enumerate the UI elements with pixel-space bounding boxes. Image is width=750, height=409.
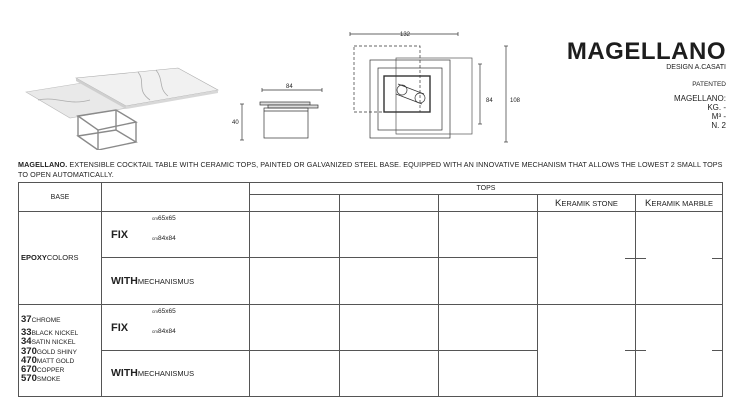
- epoxy-bold: EPOXY: [21, 253, 47, 263]
- size-small: [152, 308, 176, 315]
- fix-cell-epoxy: [102, 212, 250, 258]
- fix-label: FIX: [111, 321, 129, 334]
- tops-header: TOPS: [250, 183, 723, 195]
- dash-mark: [625, 350, 635, 351]
- keramik-marble-cell: [636, 304, 723, 396]
- price-cell: [439, 258, 538, 304]
- plan-depth-max-label: 108: [510, 98, 521, 104]
- tops-col-1: [250, 195, 340, 212]
- dash-mark: [636, 350, 646, 351]
- plan-depth-label: 84: [486, 98, 493, 104]
- fix-label: FIX: [111, 229, 129, 242]
- finish-name: BLACK NICKEL: [31, 330, 79, 338]
- with-rest: MECHANISMUS: [137, 276, 195, 286]
- spec-line: MAGELLANO:: [673, 94, 726, 103]
- price-cell: [340, 304, 439, 350]
- product-name: MAGELLANO: [566, 38, 726, 65]
- size-unit: cm: [152, 308, 158, 314]
- header-spacer: [102, 183, 250, 212]
- with-rest: MECHANISMUS: [137, 369, 195, 379]
- finish-name: CHROME: [31, 317, 61, 325]
- dash-mark: [712, 258, 722, 259]
- size-small: [152, 215, 176, 222]
- base-header: BASE: [19, 183, 102, 212]
- product-photo: [18, 60, 228, 150]
- spec-line: N. 2: [711, 121, 726, 130]
- price-cell: [250, 258, 340, 304]
- keramik-marble-rest: ERAMIK MARBLE: [651, 198, 714, 208]
- keramik-marble-cell: [636, 212, 723, 304]
- keramik-stone-cell: [538, 212, 636, 304]
- epoxy-base-cell: [19, 212, 102, 304]
- price-cell: [250, 304, 340, 350]
- size-unit: cm: [152, 236, 158, 242]
- finish-item: [21, 329, 101, 338]
- finish-list-cell: [19, 304, 102, 396]
- keramik-stone-rest: ERAMIK STONE: [561, 198, 618, 208]
- with-mechanism-cell-metal: [102, 350, 250, 396]
- spec-block: [567, 94, 726, 130]
- finish-item: [21, 316, 101, 325]
- finish-name: GOLD SHINY: [36, 349, 77, 357]
- with-bold: WITH: [111, 274, 138, 287]
- finish-code: 370: [21, 346, 37, 358]
- finish-item: [21, 375, 101, 384]
- price-cell: [439, 212, 538, 258]
- spec-line: M³ -: [711, 112, 726, 121]
- fix-cell-metal: [102, 304, 250, 350]
- size-value: 65x65: [158, 215, 176, 223]
- keramik-stone-header: [538, 195, 636, 212]
- keramik-stone-cell: [538, 304, 636, 396]
- epoxy-rest: COLORS: [46, 253, 79, 263]
- dash-mark: [636, 258, 646, 259]
- keramik-stone-initial: K: [555, 197, 562, 209]
- side-elevation-drawing: [228, 78, 328, 148]
- price-cell: [439, 304, 538, 350]
- configuration-table: [18, 182, 723, 397]
- dash-mark: [712, 350, 722, 351]
- size-unit: cm: [152, 328, 158, 334]
- size-large: [152, 235, 176, 242]
- plan-width-label: 132: [400, 32, 411, 38]
- size-large: [152, 328, 176, 335]
- spec-line: KG. -: [707, 103, 726, 112]
- price-cell: [439, 350, 538, 396]
- product-description: [18, 160, 730, 180]
- finish-code: 470: [21, 355, 37, 367]
- description-text: EXTENSIBLE COCKTAIL TABLE WITH CERAMIC TOPS, PAINTED OR GALVANIZED STEEL BASE. EQUIPPED WITH AN INNOVATIVE MECHANISM THAT ALLOWS THE LOWEST 2 SMALL TOPS TO OPEN AUTOMATICALLY.: [18, 160, 723, 179]
- description-lead: MAGELLANO.: [18, 160, 68, 169]
- finish-code: 570: [21, 373, 37, 385]
- title-block: [567, 40, 726, 130]
- finish-name: SMOKE: [36, 376, 61, 384]
- size-unit: cm: [152, 216, 158, 222]
- finish-code: 34: [21, 336, 32, 348]
- patented-label: PATENTED: [692, 81, 726, 88]
- plan-view-drawing: [340, 30, 530, 155]
- finish-code: 37: [21, 314, 32, 326]
- size-value: 65x65: [158, 307, 176, 315]
- finish-name: MATT GOLD: [36, 358, 75, 366]
- finish-code: 670: [21, 364, 37, 376]
- size-value: 84x84: [158, 235, 176, 243]
- designer-credit: DESIGN A.CASATI: [666, 64, 726, 71]
- price-cell: [250, 350, 340, 396]
- finish-code: 33: [21, 327, 32, 339]
- keramik-marble-initial: K: [644, 197, 652, 209]
- price-cell: [340, 212, 439, 258]
- price-cell: [340, 258, 439, 304]
- finish-name: COPPER: [36, 367, 65, 375]
- tops-col-3: [439, 195, 538, 212]
- with-bold: WITH: [111, 367, 138, 380]
- price-cell: [340, 350, 439, 396]
- finish-name: SATIN NICKEL: [31, 339, 76, 347]
- tops-col-2: [340, 195, 439, 212]
- size-value: 84x84: [158, 327, 176, 335]
- side-height-label: 40: [232, 120, 239, 126]
- keramik-marble-header: [636, 195, 723, 212]
- dash-mark: [625, 258, 635, 259]
- price-cell: [250, 212, 340, 258]
- with-mechanism-cell-epoxy: [102, 258, 250, 304]
- side-width-label: 84: [286, 84, 293, 90]
